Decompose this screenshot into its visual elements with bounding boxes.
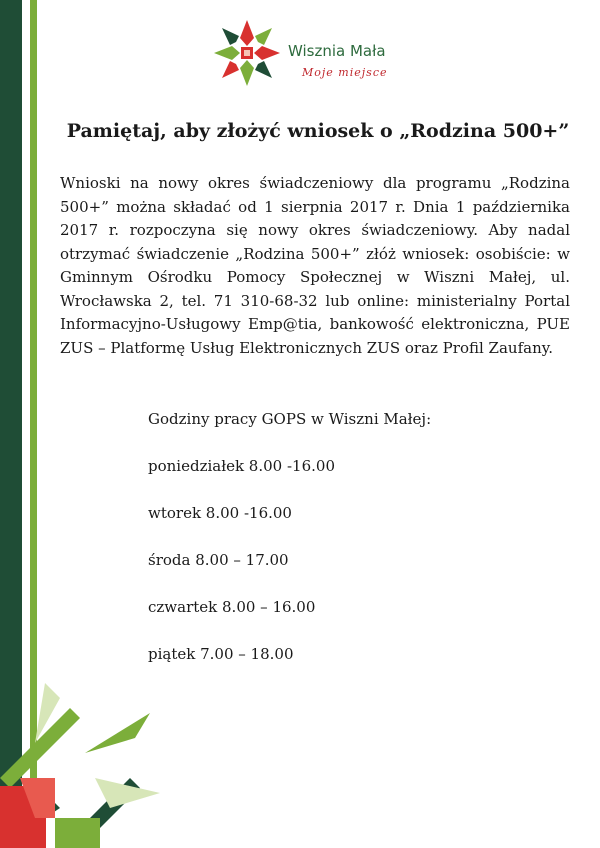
hours-tuesday: wtorek 8.00 -16.00: [148, 504, 292, 522]
hours-wednesday: środa 8.00 – 17.00: [148, 551, 289, 569]
logo: [212, 18, 412, 90]
intro-paragraph: Wnioski na nowy okres świadczeniowy dla programu „Rodzina 500+” można składać od 1 sierpnia 2017 r. Dnia 1 października 2017 r. rozpoczyna się nowy okres świadczeniowy. Aby nadal otrzymać świadczenie „Rodzina 500+” złóż wniosek: osobiście: w Gminnym Ośrodku Pomocy Społecznej w Wiszni Małej, ul. Wrocławska 2, tel. 71 310-68-32 lub online: ministerialny Portal Informacyjno-Usługowy Emp@tia, bankowość elektroniczna, PUE ZUS – Platformę Usług Elektronicznych ZUS oraz Profil Zaufany.: [60, 174, 570, 357]
document-title: Pamiętaj, aby złożyć wniosek o „Rodzina 500+”: [66, 120, 570, 142]
logo-star-icon: [212, 18, 282, 88]
hours-thursday: czwartek 8.00 – 16.00: [148, 598, 316, 616]
hours-heading: Godziny pracy GOPS w Wiszni Małej:: [148, 410, 432, 428]
opening-hours-list: [148, 457, 335, 692]
logo-name: Wisznia Mała: [288, 42, 386, 60]
logo-tagline: Moje miejsce: [302, 66, 388, 79]
corner-ornament: [0, 668, 160, 848]
hours-monday: poniedziałek 8.00 -16.00: [148, 457, 335, 475]
hours-friday: piątek 7.00 – 18.00: [148, 645, 294, 663]
